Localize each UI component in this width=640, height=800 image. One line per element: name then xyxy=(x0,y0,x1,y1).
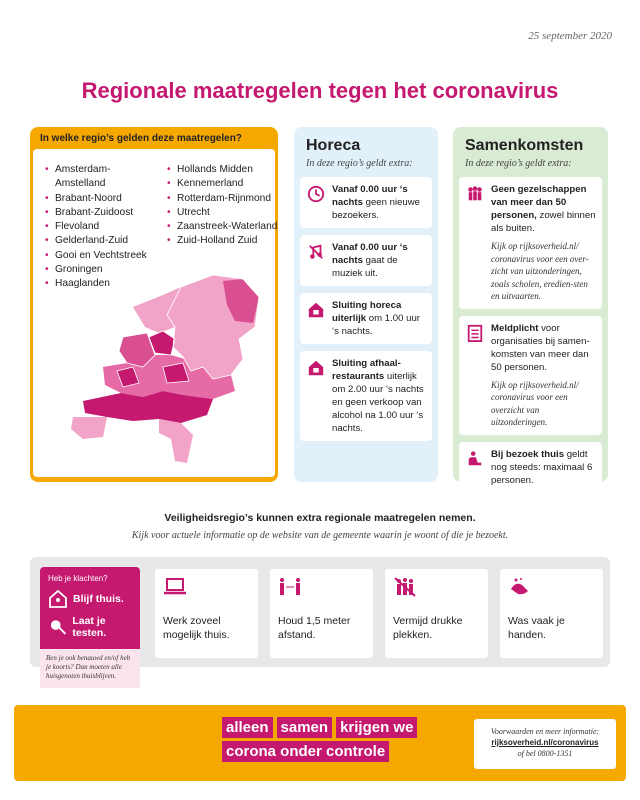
clock-icon xyxy=(307,185,325,203)
house-icon xyxy=(48,589,68,609)
complaints-question: Heb je klachten? xyxy=(48,574,108,583)
slogan xyxy=(222,717,422,765)
horeca-item-bold: Sluiting afhaal-restaurants xyxy=(332,358,401,382)
get-tested-label: Laat je testen. xyxy=(72,615,107,639)
regions-inner xyxy=(33,149,278,477)
horeca-item-text: uiterlijk om 2.00 uur ‘s nachts en geen verkoop van alcohol na 1.00 uur ‘s nachts. xyxy=(332,371,424,434)
region-item: • Amsterdam-Amstelland xyxy=(45,163,157,192)
advice-text: Was vaak je handen. xyxy=(508,615,565,641)
page-title: Regionale maatregelen tegen het coronavirus xyxy=(81,78,559,103)
no-crowd-icon xyxy=(393,577,417,597)
advice-text: Houd 1,5 meter afstand. xyxy=(278,615,351,641)
samenkomsten-item-text: geldt nog steeds: maximaal 6 personen. xyxy=(491,448,593,486)
samenkomsten-item-bold: Bij bezoek thuis xyxy=(491,448,565,460)
samenkomsten-item-note: Kijk op rijksoverheid.nl/ coronavirus voor een overzicht van uitzonderingen. xyxy=(491,379,579,427)
test-swab-icon xyxy=(48,617,67,637)
locked-house-icon xyxy=(307,301,325,319)
samenkomsten-item xyxy=(459,442,602,493)
samenkomsten-item-text: zowel binnen als buiten. xyxy=(491,210,596,234)
horeca-item-text: om 1.00 uur ‘s nachts. xyxy=(332,313,420,337)
date: 25 september 2020 xyxy=(528,30,612,42)
horeca-item xyxy=(300,177,432,228)
samenkomsten-subtitle: In deze regio’s geldt extra: xyxy=(465,158,572,169)
sofa-icon xyxy=(466,450,484,468)
stay-home-row xyxy=(40,583,140,609)
distance-icon xyxy=(278,577,302,597)
get-tested-row xyxy=(40,609,140,639)
horeca-item-bold: Vanaf 0.00 uur ‘s nachts xyxy=(332,184,408,208)
slogan-word: krijgen we xyxy=(336,717,417,738)
regions-card xyxy=(30,127,278,482)
horeca-item-bold: Sluiting horeca uiterlijk xyxy=(332,300,402,324)
horeca-card xyxy=(294,127,438,482)
samenkomsten-item-bold: Meldplicht xyxy=(491,322,539,334)
advice-text: Werk zoveel mogelijk thuis. xyxy=(163,615,230,641)
region-item: • Rotterdam-Rijnmond xyxy=(167,192,277,206)
group-icon xyxy=(466,185,484,203)
laptop-icon xyxy=(163,577,187,597)
samenkomsten-item-bold: Geen gezelschappen van meer dan 50 personen, xyxy=(491,184,587,221)
advice-card xyxy=(270,569,373,658)
region-item: • Zuid-Holland Zuid xyxy=(167,234,277,248)
no-music-icon xyxy=(307,243,325,261)
advice-card xyxy=(385,569,488,658)
region-item: • Gooi en Vechtstreek xyxy=(45,249,157,263)
netherlands-map xyxy=(63,267,263,467)
info-box xyxy=(474,719,616,769)
region-item: • Brabant-Zuidoost xyxy=(45,206,157,220)
complaints-footnote: Ben je ook benauwd en/of heb je koorts? Dan moeten alle huisgenoten thuisblijven. xyxy=(40,649,140,688)
slogan-word: samen xyxy=(277,717,333,738)
checklist-icon xyxy=(466,324,484,342)
region-item: • Zaanstreek-Waterland xyxy=(167,220,277,234)
region-item: • Haaglanden xyxy=(45,277,157,291)
horeca-item xyxy=(300,293,432,344)
region-item: • Gelderland-Zuid xyxy=(45,234,157,248)
advice-text: Vermijd drukke plekken. xyxy=(393,615,463,641)
info-phone: of bel 0800-1351 xyxy=(517,749,573,758)
regional-notice: Veiligheidsregio’s kunnen extra regionale maatregelen nemen. xyxy=(164,512,476,524)
complaints-box xyxy=(40,567,140,688)
samenkomsten-item-text: voor organisaties bij samen-komsten van meer dan 50 personen. xyxy=(491,322,590,373)
region-item: • Hollands Midden xyxy=(167,163,277,177)
handwash-icon xyxy=(508,577,532,597)
samenkomsten-card xyxy=(453,127,608,486)
horeca-item xyxy=(300,235,432,286)
samenkomsten-title: Samenkomsten xyxy=(465,137,584,154)
advice-card xyxy=(500,569,603,658)
horeca-item-text: gaat de muziek uit. xyxy=(332,255,398,279)
slogan-word: corona onder controle xyxy=(222,741,389,762)
region-item: • Kennemerland xyxy=(167,177,277,191)
region-item: • Groningen xyxy=(45,263,157,277)
horeca-title: Horeca xyxy=(306,137,361,154)
horeca-item xyxy=(300,351,432,441)
region-item: • Utrecht xyxy=(167,206,277,220)
horeca-item-bold: Vanaf 0.00 uur ‘s nachts xyxy=(332,242,408,266)
stay-home-label: Blijf thuis. xyxy=(73,593,124,605)
samenkomsten-item-note: Kijk op rijksoverheid.nl/ coronavirus voor een over-zicht van uitzonderingen, zoals scholen, eredien-sten en uitvaarten. xyxy=(491,241,589,301)
horeca-item-text: geen nieuwe bezoekers. xyxy=(332,197,421,221)
horeca-subtitle: In deze regio’s geldt extra: xyxy=(306,158,413,169)
info-heading: Voorwaarden en meer informatie: xyxy=(490,727,600,736)
regions-question: In welke regio’s gelden deze maatregelen? xyxy=(40,133,242,144)
region-item: • Brabant-Noord xyxy=(45,192,157,206)
advice-card xyxy=(155,569,258,658)
region-item: • Flevoland xyxy=(45,220,157,234)
samenkomsten-item xyxy=(459,177,602,309)
slogan-word: alleen xyxy=(222,717,273,738)
regional-notice-sub: Kijk voor actuele informatie op de website van de gemeente waarin je woont of die je bezoekt. xyxy=(131,530,509,541)
locked-house-icon xyxy=(307,359,325,377)
info-link[interactable]: rijksoverheid.nl/coronavirus xyxy=(491,738,599,747)
samenkomsten-item xyxy=(459,316,602,435)
